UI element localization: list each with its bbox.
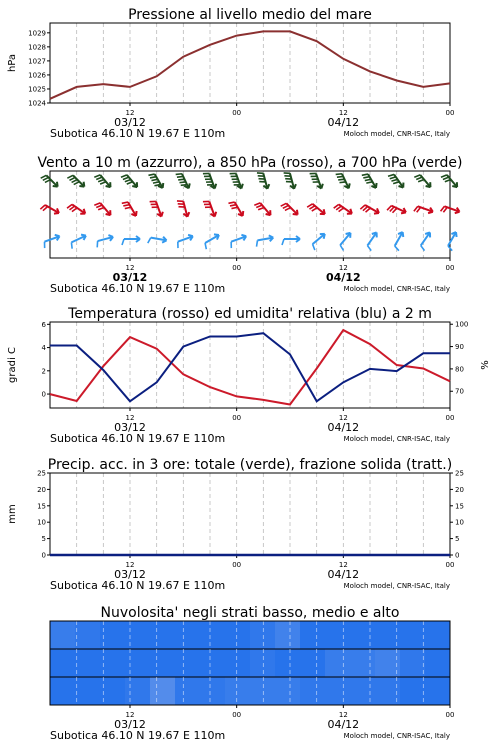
wind-barb bbox=[257, 235, 274, 246]
wind-barb bbox=[395, 232, 404, 251]
cloud-cell bbox=[275, 677, 301, 705]
wind-barb-feather bbox=[94, 203, 100, 205]
wind-barb bbox=[121, 175, 137, 187]
wind-barb bbox=[67, 204, 85, 213]
clouds-date-2: 04/12 bbox=[327, 718, 360, 731]
wind-barb-feather bbox=[122, 202, 128, 203]
cloud-cell bbox=[425, 621, 451, 649]
pressure-xtick-label: 12 bbox=[125, 109, 135, 117]
wind-barb bbox=[205, 234, 219, 249]
precip-date-1: 03/12 bbox=[114, 568, 146, 581]
wind-barb bbox=[441, 175, 457, 187]
pressure-xtick-label: 00 bbox=[232, 109, 242, 117]
cloud-cell bbox=[350, 649, 376, 677]
cloud-cell bbox=[125, 677, 151, 705]
wind-barb-feather bbox=[154, 184, 160, 185]
cloud-cell bbox=[75, 677, 101, 705]
wind-barb bbox=[94, 175, 110, 187]
wind-barb-feather bbox=[340, 245, 343, 250]
wind-barb-feather bbox=[177, 176, 183, 177]
cloud-cell bbox=[350, 621, 376, 649]
temp-rh-ytick-label: 4 bbox=[41, 344, 46, 353]
cloud-cell bbox=[150, 677, 176, 705]
humidity-line bbox=[50, 333, 450, 401]
wind-barb-feather bbox=[313, 244, 315, 250]
cloud-cell bbox=[100, 649, 126, 677]
clouds-xtick-label: 12 bbox=[125, 711, 135, 719]
wind-barb-feather bbox=[41, 175, 47, 178]
cloud-cell bbox=[200, 621, 226, 649]
wind-barb bbox=[362, 174, 377, 188]
cloud-cell bbox=[275, 621, 301, 649]
cloud-cell bbox=[150, 621, 176, 649]
pressure-title: Pressione al livello medio del mare bbox=[128, 7, 372, 23]
cloud-cell bbox=[250, 677, 276, 705]
pressure-ytick-label: 1028 bbox=[28, 43, 46, 52]
wind-barb-feather bbox=[281, 203, 287, 206]
temp-rh-date-2: 04/12 bbox=[327, 421, 360, 434]
pressure-credit: Moloch model, CNR-ISAC, Italy bbox=[343, 130, 450, 138]
temp-rh-ytick-label: 0 bbox=[41, 390, 46, 399]
wind-barb-feather bbox=[71, 242, 72, 248]
wind-barb-feather bbox=[178, 179, 184, 180]
wind-barb-feather bbox=[393, 182, 399, 184]
wind-barb-feather bbox=[123, 205, 129, 206]
clouds-panel bbox=[50, 605, 454, 742]
cloud-cell bbox=[100, 621, 126, 649]
wind-barb-feather bbox=[366, 182, 372, 183]
cloud-cell bbox=[250, 649, 276, 677]
wind-barb-feather bbox=[67, 175, 73, 178]
wind-panel bbox=[37, 155, 462, 295]
wind-barb bbox=[313, 234, 325, 250]
cloud-cell bbox=[300, 649, 326, 677]
pressure-ylabel: hPa bbox=[7, 53, 18, 73]
wind-barb bbox=[421, 232, 430, 250]
pressure-frame bbox=[50, 23, 450, 103]
precip-ytick-label: 10 bbox=[37, 518, 46, 527]
wind-barb bbox=[122, 236, 140, 245]
pressure-panel bbox=[7, 7, 454, 140]
pressure-line bbox=[50, 31, 450, 98]
temp-rh-xtick-label: 12 bbox=[125, 414, 135, 422]
wind-barb-feather bbox=[74, 182, 80, 185]
temperature-line bbox=[50, 330, 450, 404]
wind-barb bbox=[148, 237, 167, 243]
wind-barb-feather bbox=[390, 177, 396, 179]
wind-xtick-label: 00 bbox=[232, 264, 242, 272]
wind-barb-feather bbox=[339, 182, 345, 183]
wind-barb-feather bbox=[176, 174, 182, 175]
wind-barb bbox=[281, 203, 298, 214]
cloud-cell bbox=[100, 677, 126, 705]
temp-rh-panel bbox=[7, 306, 491, 445]
precip-ytick-label: 25 bbox=[37, 469, 46, 478]
wind-barb-feather bbox=[367, 246, 371, 251]
temp-rh-ytick-label-right: 80 bbox=[455, 365, 464, 374]
wind-barb-feather bbox=[127, 182, 133, 184]
temp-rh-xtick-label: 12 bbox=[338, 414, 348, 422]
pressure-ytick-label: 1029 bbox=[28, 29, 46, 38]
wind-barb-feather bbox=[148, 238, 151, 244]
temp-rh-ytick-label: 2 bbox=[41, 367, 46, 376]
precip-ytick-label-right: 10 bbox=[455, 518, 464, 527]
wind-credit: Moloch model, CNR-ISAC, Italy bbox=[343, 285, 450, 293]
precip-ytick-label-right: 25 bbox=[455, 469, 464, 478]
clouds-station: Subotica 46.10 N 19.67 E 110m bbox=[50, 729, 226, 742]
wind-barb bbox=[231, 235, 246, 248]
temp-rh-station: Subotica 46.10 N 19.67 E 110m bbox=[50, 432, 226, 445]
wind-barb bbox=[44, 235, 59, 248]
wind-barb bbox=[122, 202, 137, 216]
precip-xtick-label: 12 bbox=[338, 561, 348, 569]
temp-rh-ylabel-right: % bbox=[480, 360, 491, 370]
cloud-cell bbox=[325, 649, 351, 677]
wind-barb bbox=[178, 235, 193, 248]
wind-barb bbox=[367, 232, 376, 250]
wind-barb-feather bbox=[43, 177, 49, 180]
wind-barb bbox=[228, 202, 243, 216]
wind-barb-feather bbox=[283, 205, 289, 208]
wind-barb-shaft bbox=[313, 234, 325, 244]
pressure-ytick-label: 1025 bbox=[28, 85, 46, 94]
cloud-cell bbox=[250, 621, 276, 649]
wind-xtick-label: 00 bbox=[445, 264, 455, 272]
wind-barb-feather bbox=[69, 177, 75, 180]
cloud-cell bbox=[50, 621, 76, 649]
clouds-title: Nuvolosita' negli strati basso, medio e alto bbox=[100, 605, 400, 621]
pressure-ytick-label: 1027 bbox=[28, 57, 46, 66]
wind-barb bbox=[67, 175, 84, 186]
temp-rh-ylabel: gradi C bbox=[7, 347, 18, 383]
wind-barb bbox=[150, 201, 163, 216]
wind-barb-shaft bbox=[340, 233, 350, 245]
pressure-date-2: 04/12 bbox=[327, 116, 360, 129]
wind-barb bbox=[94, 203, 110, 215]
temp-rh-credit: Moloch model, CNR-ISAC, Italy bbox=[343, 435, 450, 443]
wind-barb bbox=[334, 204, 352, 213]
precip-ytick-label: 0 bbox=[41, 551, 46, 560]
wind-barb-feather bbox=[441, 175, 447, 177]
cloud-cell bbox=[225, 649, 251, 677]
temp-rh-xtick-label: 00 bbox=[445, 414, 455, 422]
wind-barb-feather bbox=[257, 240, 258, 246]
wind-title: Vento a 10 m (azzurro), a 850 hPa (rosso), a 700 hPa (verde) bbox=[37, 155, 463, 171]
pressure-xtick-label: 00 bbox=[445, 109, 455, 117]
cloud-cell bbox=[125, 621, 151, 649]
precip-date-2: 04/12 bbox=[327, 568, 360, 581]
wind-barb-feather bbox=[309, 206, 314, 209]
precip-ytick-label-right: 15 bbox=[455, 502, 464, 511]
cloud-cell bbox=[425, 677, 451, 705]
wind-station: Subotica 46.10 N 19.67 E 110m bbox=[50, 282, 226, 295]
wind-barb-feather bbox=[121, 175, 127, 177]
cloud-cell bbox=[75, 649, 101, 677]
cloud-cell bbox=[175, 621, 201, 649]
wind-barb-feather bbox=[148, 174, 154, 175]
wind-barb bbox=[448, 232, 457, 251]
cloud-cell bbox=[425, 649, 451, 677]
wind-barb-feather bbox=[96, 205, 102, 207]
temp-rh-xtick-label: 00 bbox=[232, 414, 242, 422]
cloud-cell bbox=[400, 621, 426, 649]
wind-barb-feather bbox=[179, 182, 185, 183]
cloud-cell bbox=[325, 621, 351, 649]
wind-barb-feather bbox=[254, 203, 260, 205]
wind-barb bbox=[148, 174, 163, 188]
wind-barb bbox=[97, 235, 113, 247]
wind-barb bbox=[176, 174, 190, 189]
clouds-xtick-label: 00 bbox=[232, 711, 242, 719]
precip-xtick-label: 00 bbox=[445, 561, 455, 569]
cloud-cell bbox=[300, 677, 326, 705]
cloud-cell bbox=[225, 677, 251, 705]
cloud-cell bbox=[225, 621, 251, 649]
precip-ytick-label-right: 20 bbox=[455, 485, 464, 494]
wind-barb-feather bbox=[307, 204, 312, 207]
precip-frame bbox=[50, 473, 450, 555]
wind-barb bbox=[340, 233, 350, 251]
wind-barb bbox=[71, 235, 86, 249]
cloud-cell bbox=[50, 649, 76, 677]
wind-barb-feather bbox=[122, 239, 124, 245]
wind-barb-feather bbox=[421, 246, 425, 251]
precip-xtick-label: 12 bbox=[125, 561, 135, 569]
wind-date-2: 04/12 bbox=[326, 271, 361, 284]
cloud-cell bbox=[200, 649, 226, 677]
precip-ytick-label: 5 bbox=[41, 535, 46, 544]
clouds-credit: Moloch model, CNR-ISAC, Italy bbox=[343, 732, 450, 740]
wind-barb-feather bbox=[256, 205, 262, 207]
wind-barb bbox=[203, 173, 216, 188]
cloud-cell bbox=[275, 649, 301, 677]
pressure-station: Subotica 46.10 N 19.67 E 110m bbox=[50, 127, 226, 140]
clouds-date-1: 03/12 bbox=[114, 718, 146, 731]
temp-rh-ytick-label-right: 70 bbox=[455, 387, 464, 396]
wind-barb-feather bbox=[123, 177, 129, 179]
wind-barb bbox=[41, 175, 58, 186]
precip-ytick-label: 20 bbox=[37, 485, 46, 494]
cloud-cell bbox=[125, 649, 151, 677]
precip-credit: Moloch model, CNR-ISAC, Italy bbox=[343, 582, 450, 590]
precip-ytick-label-right: 0 bbox=[455, 551, 460, 560]
pressure-ytick-label: 1024 bbox=[28, 99, 46, 108]
temp-rh-date-1: 03/12 bbox=[114, 421, 146, 434]
wind-barb-feather bbox=[96, 177, 102, 179]
wind-barb-feather bbox=[443, 177, 449, 179]
wind-barb bbox=[336, 174, 350, 189]
cloud-cell bbox=[400, 677, 426, 705]
pressure-date-1: 03/12 bbox=[114, 116, 146, 129]
pressure-ytick-label: 1026 bbox=[28, 71, 46, 80]
wind-xtick-label: 12 bbox=[338, 264, 348, 272]
wind-barb bbox=[414, 175, 430, 187]
wind-barb bbox=[203, 201, 216, 216]
precip-xtick-label: 00 bbox=[232, 561, 242, 569]
wind-barb bbox=[388, 174, 403, 187]
wind-barb-feather bbox=[388, 174, 394, 176]
wind-barb-feather bbox=[100, 182, 106, 184]
wind-barb bbox=[310, 173, 323, 188]
cloud-cell bbox=[50, 677, 76, 705]
cloud-cell bbox=[200, 677, 226, 705]
wind-barb-feather bbox=[362, 174, 368, 175]
cloud-cell bbox=[325, 677, 351, 705]
cloud-cell bbox=[175, 649, 201, 677]
wind-barb bbox=[282, 236, 300, 245]
wind-barb-feather bbox=[153, 182, 159, 183]
cloud-cell bbox=[400, 649, 426, 677]
precip-title: Precip. acc. in 3 ore: totale (verde), frazione solida (tratt.) bbox=[47, 457, 453, 473]
wind-barb-feather bbox=[282, 239, 284, 245]
wind-barb-feather bbox=[336, 174, 342, 175]
wind-barb-feather bbox=[414, 175, 420, 177]
wind-barb-feather bbox=[416, 177, 422, 179]
wind-barb-feather bbox=[363, 177, 369, 178]
temp-rh-ytick-label-right: 90 bbox=[455, 343, 464, 352]
cloud-cell bbox=[175, 677, 201, 705]
precip-station: Subotica 46.10 N 19.67 E 110m bbox=[50, 579, 226, 592]
wind-date-1: 03/12 bbox=[112, 271, 148, 284]
cloud-cell bbox=[350, 677, 376, 705]
wind-barb-feather bbox=[337, 176, 343, 177]
precip-ylabel: mm bbox=[7, 504, 18, 524]
wind-barb bbox=[307, 204, 325, 214]
wind-barb bbox=[230, 173, 243, 188]
cloud-cell bbox=[150, 649, 176, 677]
wind-barb-feather bbox=[94, 175, 100, 177]
wind-barb-feather bbox=[181, 185, 187, 186]
cloud-cell bbox=[75, 621, 101, 649]
temp-rh-ytick-label: 6 bbox=[41, 320, 46, 329]
cloud-cell bbox=[300, 621, 326, 649]
precip-ytick-label: 15 bbox=[37, 502, 46, 511]
temp-rh-ytick-label-right: 100 bbox=[455, 320, 469, 329]
wind-barb-feather bbox=[338, 179, 344, 180]
precip-panel bbox=[7, 457, 464, 592]
wind-barb-feather bbox=[205, 243, 206, 249]
wind-barb-feather bbox=[230, 205, 236, 206]
wind-barb-feather bbox=[228, 202, 234, 203]
wind-xtick-label: 12 bbox=[125, 264, 135, 272]
wind-barb-feather bbox=[150, 177, 156, 178]
wind-barb bbox=[254, 203, 270, 215]
temp-rh-title: Temperatura (rosso) ed umidita' relativa (blu) a 2 m bbox=[68, 306, 432, 322]
pressure-xtick-label: 12 bbox=[338, 109, 348, 117]
clouds-xtick-label: 12 bbox=[338, 711, 348, 719]
precip-ytick-label-right: 5 bbox=[455, 535, 460, 544]
clouds-xtick-label: 00 bbox=[445, 711, 455, 719]
